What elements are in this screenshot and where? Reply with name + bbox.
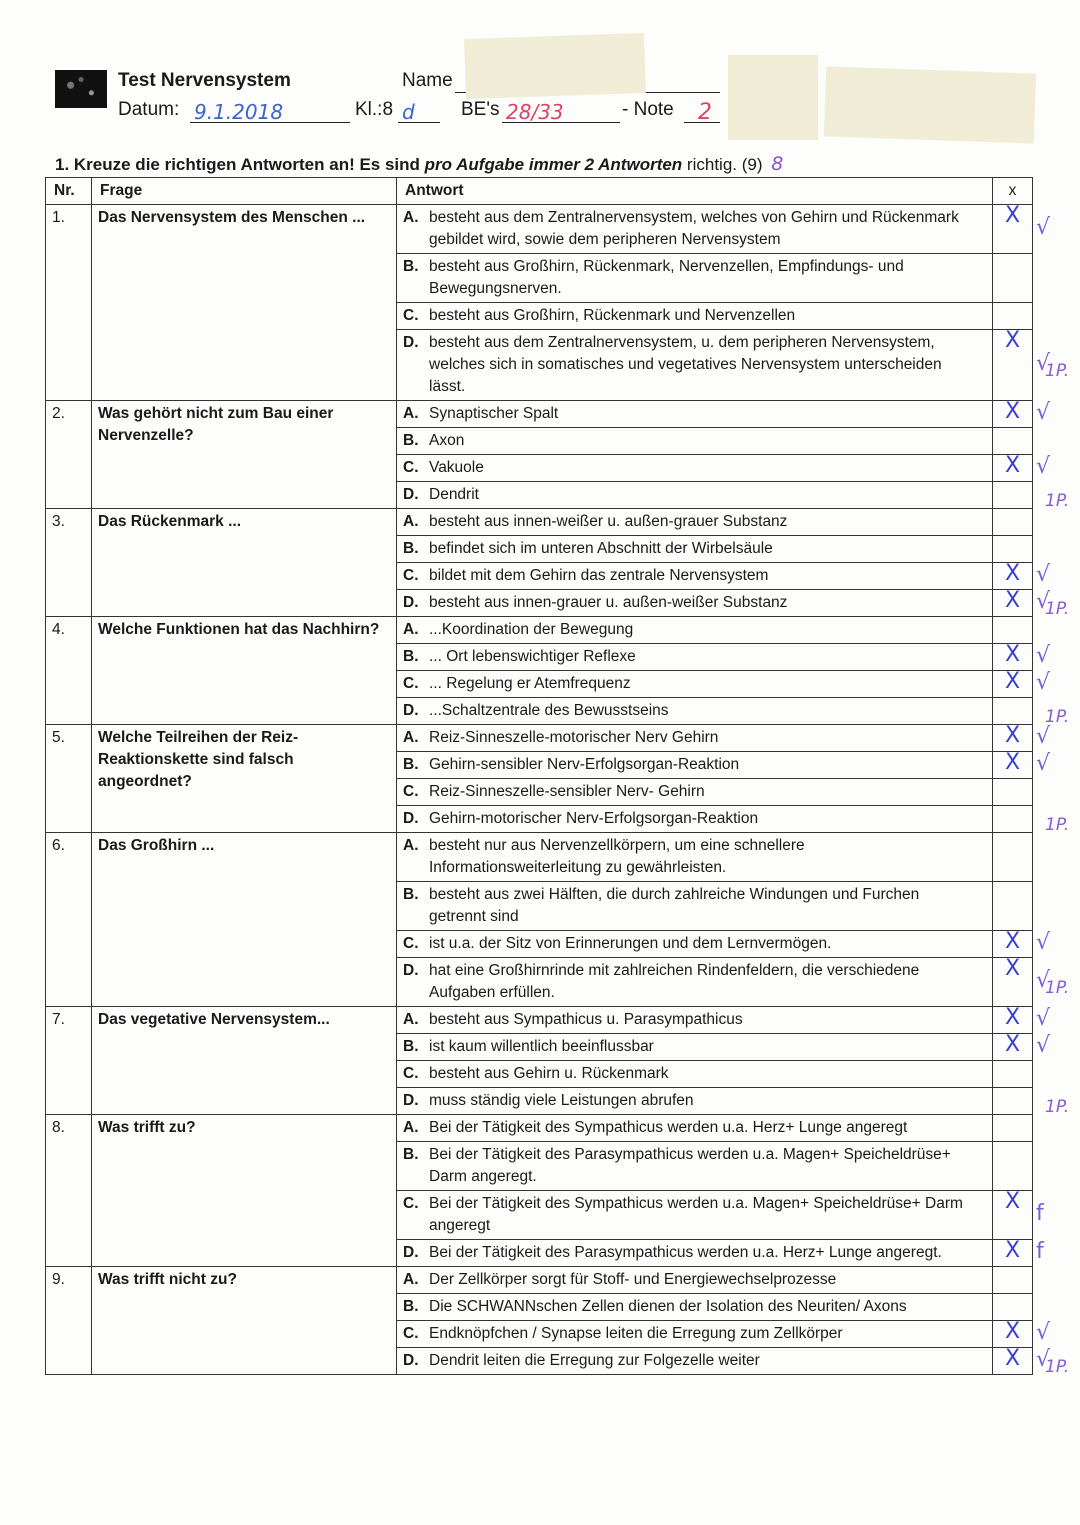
table-row	[46, 509, 1033, 536]
question-text: Was trifft nicht zu?	[92, 1267, 397, 1375]
col-frage-header: Frage	[92, 178, 397, 205]
answer-text: Dendrit leiten die Erregung zur Folgezelle weiter	[429, 1352, 760, 1369]
question-number: 9.	[46, 1267, 92, 1375]
answer-text: befindet sich im unteren Abschnitt der Wirbelsäule	[429, 540, 773, 557]
question-number: 6.	[46, 833, 92, 1007]
answer-text: ... Regelung er Atemfrequenz	[429, 675, 631, 692]
answer-cross-mark[interactable]	[993, 833, 1033, 882]
note-value: 2	[698, 100, 712, 125]
answer-cross-mark[interactable]: X	[993, 752, 1033, 779]
answer-text: Bei der Tätigkeit des Parasympathicus werden u.a. Herz+ Lunge angeregt.	[429, 1244, 942, 1261]
answer-option	[397, 1061, 993, 1088]
datum-field	[190, 100, 350, 123]
answer-option	[397, 1088, 993, 1115]
answer-option	[397, 428, 993, 455]
check-mark: √	[1036, 724, 1051, 749]
table-row	[46, 725, 1033, 752]
be-label: BE's	[461, 99, 500, 120]
point-note: 1P.	[1045, 491, 1070, 511]
answer-cross-mark[interactable]	[993, 509, 1033, 536]
answer-text: besteht nur aus Nervenzellkörpern, um eine schnellere Informationsweiterleitung zu gewährleisten.	[429, 837, 805, 876]
answer-letter: A.	[403, 405, 419, 422]
answer-letter: B.	[403, 1146, 419, 1163]
answer-cross-mark[interactable]: X	[993, 401, 1033, 428]
answer-text: Die SCHWANNschen Zellen dienen der Isolation des Neuriten/ Axons	[429, 1298, 907, 1315]
point-note: 1P.	[1045, 707, 1070, 727]
answer-option	[397, 806, 993, 833]
datum-label: Datum:	[118, 99, 180, 120]
answer-letter: D.	[403, 1244, 419, 1261]
school-logo	[55, 70, 107, 108]
note-field	[684, 100, 720, 123]
answer-letter: A.	[403, 1011, 419, 1028]
task-text-emphasis: pro Aufgabe immer 2 Antworten	[424, 155, 683, 174]
table-row	[46, 1267, 1033, 1294]
redacted-name-patch	[464, 33, 646, 99]
answer-letter: A.	[403, 837, 419, 854]
answer-text: ... Ort lebenswichtiger Reflexe	[429, 648, 636, 665]
answer-cross-mark[interactable]	[993, 1115, 1033, 1142]
answer-cross-mark[interactable]	[993, 806, 1033, 833]
answer-option	[397, 509, 993, 536]
check-mark: √	[1036, 751, 1051, 776]
answer-option	[397, 779, 993, 806]
check-mark: √	[1036, 589, 1051, 614]
table-row	[46, 833, 1033, 882]
answer-option	[397, 882, 993, 931]
task-text-a: 1. Kreuze die richtigen Antworten an! Es sind	[55, 155, 425, 174]
answer-text: Reiz-Sinneszelle-motorischer Nerv Gehirn	[429, 729, 719, 746]
check-mark: √	[1036, 454, 1051, 479]
answer-option	[397, 644, 993, 671]
answer-text: muss ständig viele Leistungen abrufen	[429, 1092, 694, 1109]
answer-text: bildet mit dem Gehirn das zentrale Nervensystem	[429, 567, 769, 584]
answer-text: hat eine Großhirnrinde mit zahlreichen Rindenfeldern, die verschiedene Aufgaben erfüllen.	[429, 962, 920, 1001]
answer-letter: B.	[403, 756, 419, 773]
answer-text: Vakuole	[429, 459, 484, 476]
answer-letter: B.	[403, 1298, 419, 1315]
answer-text: Bei der Tätigkeit des Parasympathicus werden u.a. Magen+ Speicheldrüse+ Darm angeregt.	[429, 1146, 951, 1185]
question-number: 5.	[46, 725, 92, 833]
answer-option	[397, 752, 993, 779]
answer-text: Axon	[429, 432, 465, 449]
answer-letter: B.	[403, 432, 419, 449]
answer-cross-mark[interactable]	[993, 1267, 1033, 1294]
answer-text: besteht aus Großhirn, Rückenmark, Nervenzellen, Empfindungs- und Bewegungsnerven.	[429, 258, 904, 297]
answer-cross-mark[interactable]	[993, 536, 1033, 563]
answer-letter: D.	[403, 702, 419, 719]
answer-cross-mark[interactable]: X	[993, 931, 1033, 958]
col-antwort-header: Antwort	[397, 178, 993, 205]
answer-letter: C.	[403, 307, 419, 324]
col-x-header: x	[993, 178, 1033, 205]
check-mark: √	[1036, 562, 1051, 587]
answer-text: Gehirn-motorischer Nerv-Erfolgsorgan-Reaktion	[429, 810, 759, 827]
question-text: Welche Funktionen hat das Nachhirn?	[92, 617, 397, 725]
answer-letter: A.	[403, 729, 419, 746]
answer-letter: D.	[403, 334, 419, 351]
question-number: 3.	[46, 509, 92, 617]
answer-letter: C.	[403, 935, 419, 952]
answer-option	[397, 1142, 993, 1191]
answer-letter: B.	[403, 1038, 419, 1055]
test-title: Test Nervensystem	[118, 70, 291, 91]
answer-letter: A.	[403, 621, 419, 638]
answer-cross-mark[interactable]: X	[993, 563, 1033, 590]
answer-cross-mark[interactable]	[993, 1088, 1033, 1115]
answer-cross-mark[interactable]: X	[993, 1321, 1033, 1348]
answer-text: besteht aus Gehirn u. Rückenmark	[429, 1065, 669, 1082]
answer-option	[397, 698, 993, 725]
answer-cross-mark[interactable]: X	[993, 1007, 1033, 1034]
be-value: 28/33	[506, 100, 564, 124]
answer-letter: B.	[403, 258, 419, 275]
answer-option	[397, 401, 993, 428]
answer-text: Bei der Tätigkeit des Sympathicus werden u.a. Magen+ Speicheldrüse+ Darm angeregt	[429, 1195, 963, 1234]
answer-cross-mark[interactable]: X	[993, 590, 1033, 617]
answer-cross-mark[interactable]	[993, 254, 1033, 303]
check-mark: √	[1036, 968, 1051, 993]
answer-text: besteht aus dem Zentralnervensystem, welches von Gehirn und Rückenmark gebildet wird, sowie dem peripheren Nervensystem	[429, 209, 959, 248]
table-row	[46, 1007, 1033, 1034]
answer-cross-mark[interactable]	[993, 1294, 1033, 1321]
answer-cross-mark[interactable]: X	[993, 1191, 1033, 1240]
answer-letter: C.	[403, 459, 419, 476]
answer-letter: C.	[403, 567, 419, 584]
question-text: Das Rückenmark ...	[92, 509, 397, 617]
wrong-mark: f	[1036, 1239, 1044, 1264]
check-mark: √	[1036, 215, 1051, 240]
answer-option	[397, 1007, 993, 1034]
question-text: Das vegetative Nervensystem...	[92, 1007, 397, 1115]
question-text: Was trifft zu?	[92, 1115, 397, 1267]
answer-option	[397, 254, 993, 303]
be-field	[502, 100, 620, 123]
point-note: 1P.	[1045, 1097, 1070, 1117]
point-note: 1P.	[1045, 815, 1070, 835]
answer-cross-mark[interactable]: X	[993, 330, 1033, 401]
answer-option	[397, 330, 993, 401]
check-mark: √	[1036, 670, 1051, 695]
answer-cross-mark[interactable]	[993, 1142, 1033, 1191]
table-row	[46, 617, 1033, 644]
answer-option	[397, 1267, 993, 1294]
answer-cross-mark[interactable]: X	[993, 1348, 1033, 1375]
answer-cross-mark[interactable]	[993, 617, 1033, 644]
answer-cross-mark[interactable]	[993, 1061, 1033, 1088]
answer-option	[397, 1034, 993, 1061]
answer-text: ist kaum willentlich beeinflussbar	[429, 1038, 654, 1055]
answer-option	[397, 205, 993, 254]
table-row	[46, 401, 1033, 428]
answer-option	[397, 671, 993, 698]
answer-option	[397, 931, 993, 958]
answer-letter: A.	[403, 513, 419, 530]
col-nr-header: Nr.	[46, 178, 92, 205]
answer-text: Reiz-Sinneszelle-sensibler Nerv- Gehirn	[429, 783, 705, 800]
question-text: Das Großhirn ...	[92, 833, 397, 1007]
answer-cross-mark[interactable]: X	[993, 455, 1033, 482]
check-mark: √	[1036, 930, 1051, 955]
answer-option	[397, 1348, 993, 1375]
answer-text: Gehirn-sensibler Nerv-Erfolgsorgan-Reaktion	[429, 756, 740, 773]
answer-letter: D.	[403, 810, 419, 827]
answer-option	[397, 455, 993, 482]
klasse-value: d	[402, 100, 415, 124]
note-label: - Note	[622, 99, 674, 120]
question-text: Welche Teilreihen der Reiz-Reaktionskette sind falsch angeordnet?	[92, 725, 397, 833]
answer-text: besteht aus Großhirn, Rückenmark und Nervenzellen	[429, 307, 796, 324]
answer-letter: D.	[403, 962, 419, 979]
answer-text: Dendrit	[429, 486, 479, 503]
answer-option	[397, 1240, 993, 1267]
answer-text: ...Schaltzentrale des Bewusstseins	[429, 702, 669, 719]
answer-cross-mark[interactable]: X	[993, 671, 1033, 698]
answer-letter: C.	[403, 1065, 419, 1082]
question-text: Was gehört nicht zum Bau einer Nervenzelle?	[92, 401, 397, 509]
answer-cross-mark[interactable]: X	[993, 958, 1033, 1007]
answer-letter: C.	[403, 783, 419, 800]
klasse-field	[398, 100, 440, 123]
answer-cross-mark[interactable]: X	[993, 1240, 1033, 1267]
answer-option	[397, 833, 993, 882]
answer-option	[397, 482, 993, 509]
point-note: 1P.	[1045, 1357, 1070, 1377]
answer-text: ...Koordination der Bewegung	[429, 621, 634, 638]
answer-cross-mark[interactable]	[993, 779, 1033, 806]
answer-option	[397, 725, 993, 752]
answer-letter: D.	[403, 486, 419, 503]
answer-letter: B.	[403, 648, 419, 665]
check-mark: √	[1036, 643, 1051, 668]
name-label: Name	[402, 70, 453, 91]
question-number: 7.	[46, 1007, 92, 1115]
answer-option	[397, 563, 993, 590]
question-number: 8.	[46, 1115, 92, 1267]
point-note: 1P.	[1045, 361, 1070, 381]
check-mark: √	[1036, 1347, 1051, 1372]
answer-text: Der Zellkörper sorgt für Stoff- und Energiewechselprozesse	[429, 1271, 837, 1288]
task-instruction	[55, 153, 783, 175]
answer-option	[397, 1115, 993, 1142]
table-row	[46, 205, 1033, 254]
answer-text: Synaptischer Spalt	[429, 405, 559, 422]
answer-cross-mark[interactable]	[993, 882, 1033, 931]
answer-letter: D.	[403, 1092, 419, 1109]
answer-cross-mark[interactable]: X	[993, 644, 1033, 671]
question-number: 2.	[46, 401, 92, 509]
check-mark: √	[1036, 1320, 1051, 1345]
point-note: 1P.	[1045, 978, 1070, 998]
question-number: 1.	[46, 205, 92, 401]
wrong-mark: f	[1036, 1201, 1044, 1226]
answer-cross-mark[interactable]	[993, 482, 1033, 509]
datum-value: 9.1.2018	[194, 100, 284, 124]
klasse-label: Kl.:8	[355, 99, 394, 120]
answer-text: besteht aus dem Zentralnervensystem, u. dem peripheren Nervensystem, welches sich in somatisches und vegetatives Nervensystem unterscheiden lässt.	[429, 334, 942, 395]
answer-text: besteht aus Sympathicus u. Parasympathicus	[429, 1011, 743, 1028]
check-mark: √	[1036, 1033, 1051, 1058]
answer-option	[397, 536, 993, 563]
answer-letter: D.	[403, 594, 419, 611]
question-text: Das Nervensystem des Menschen ...	[92, 205, 397, 401]
answer-text: besteht aus innen-grauer u. außen-weißer Substanz	[429, 594, 788, 611]
check-mark: √	[1036, 400, 1051, 425]
answer-option	[397, 1294, 993, 1321]
point-note: 1P.	[1045, 599, 1070, 619]
task-text-c: richtig. (9)	[682, 155, 763, 174]
answer-letter: B.	[403, 540, 419, 557]
question-table	[45, 177, 1033, 1375]
answer-text: Endknöpfchen / Synapse leiten die Erregung zum Zellkörper	[429, 1325, 843, 1342]
answer-option	[397, 1191, 993, 1240]
check-mark: √	[1036, 351, 1051, 376]
task-score: 8	[771, 153, 784, 175]
answer-letter: C.	[403, 1325, 419, 1342]
answer-letter: A.	[403, 209, 419, 226]
table-header-row	[46, 178, 1033, 205]
answer-cross-mark[interactable]	[993, 428, 1033, 455]
answer-letter: D.	[403, 1352, 419, 1369]
answer-cross-mark[interactable]: X	[993, 205, 1033, 254]
answer-cross-mark[interactable]: X	[993, 1034, 1033, 1061]
answer-letter: C.	[403, 675, 419, 692]
redacted-patch-2	[728, 55, 818, 140]
answer-cross-mark[interactable]	[993, 698, 1033, 725]
answer-letter: C.	[403, 1195, 419, 1212]
answer-option	[397, 617, 993, 644]
answer-letter: B.	[403, 886, 419, 903]
redacted-patch-3	[824, 66, 1036, 143]
question-table-body	[46, 205, 1033, 1375]
answer-option	[397, 303, 993, 330]
check-mark: √	[1036, 1006, 1051, 1031]
answer-option	[397, 958, 993, 1007]
answer-text: besteht aus zwei Hälften, die durch zahlreiche Windungen und Furchen getrennt sind	[429, 886, 920, 925]
answer-text: besteht aus innen-weißer u. außen-grauer Substanz	[429, 513, 788, 530]
answer-cross-mark[interactable]	[993, 303, 1033, 330]
answer-text: Bei der Tätigkeit des Sympathicus werden u.a. Herz+ Lunge angeregt	[429, 1119, 908, 1136]
answer-letter: A.	[403, 1119, 419, 1136]
answer-letter: A.	[403, 1271, 419, 1288]
answer-cross-mark[interactable]: X	[993, 725, 1033, 752]
table-row	[46, 1115, 1033, 1142]
answer-text: ist u.a. der Sitz von Erinnerungen und dem Lernvermögen.	[429, 935, 832, 952]
question-number: 4.	[46, 617, 92, 725]
answer-option	[397, 590, 993, 617]
answer-option	[397, 1321, 993, 1348]
